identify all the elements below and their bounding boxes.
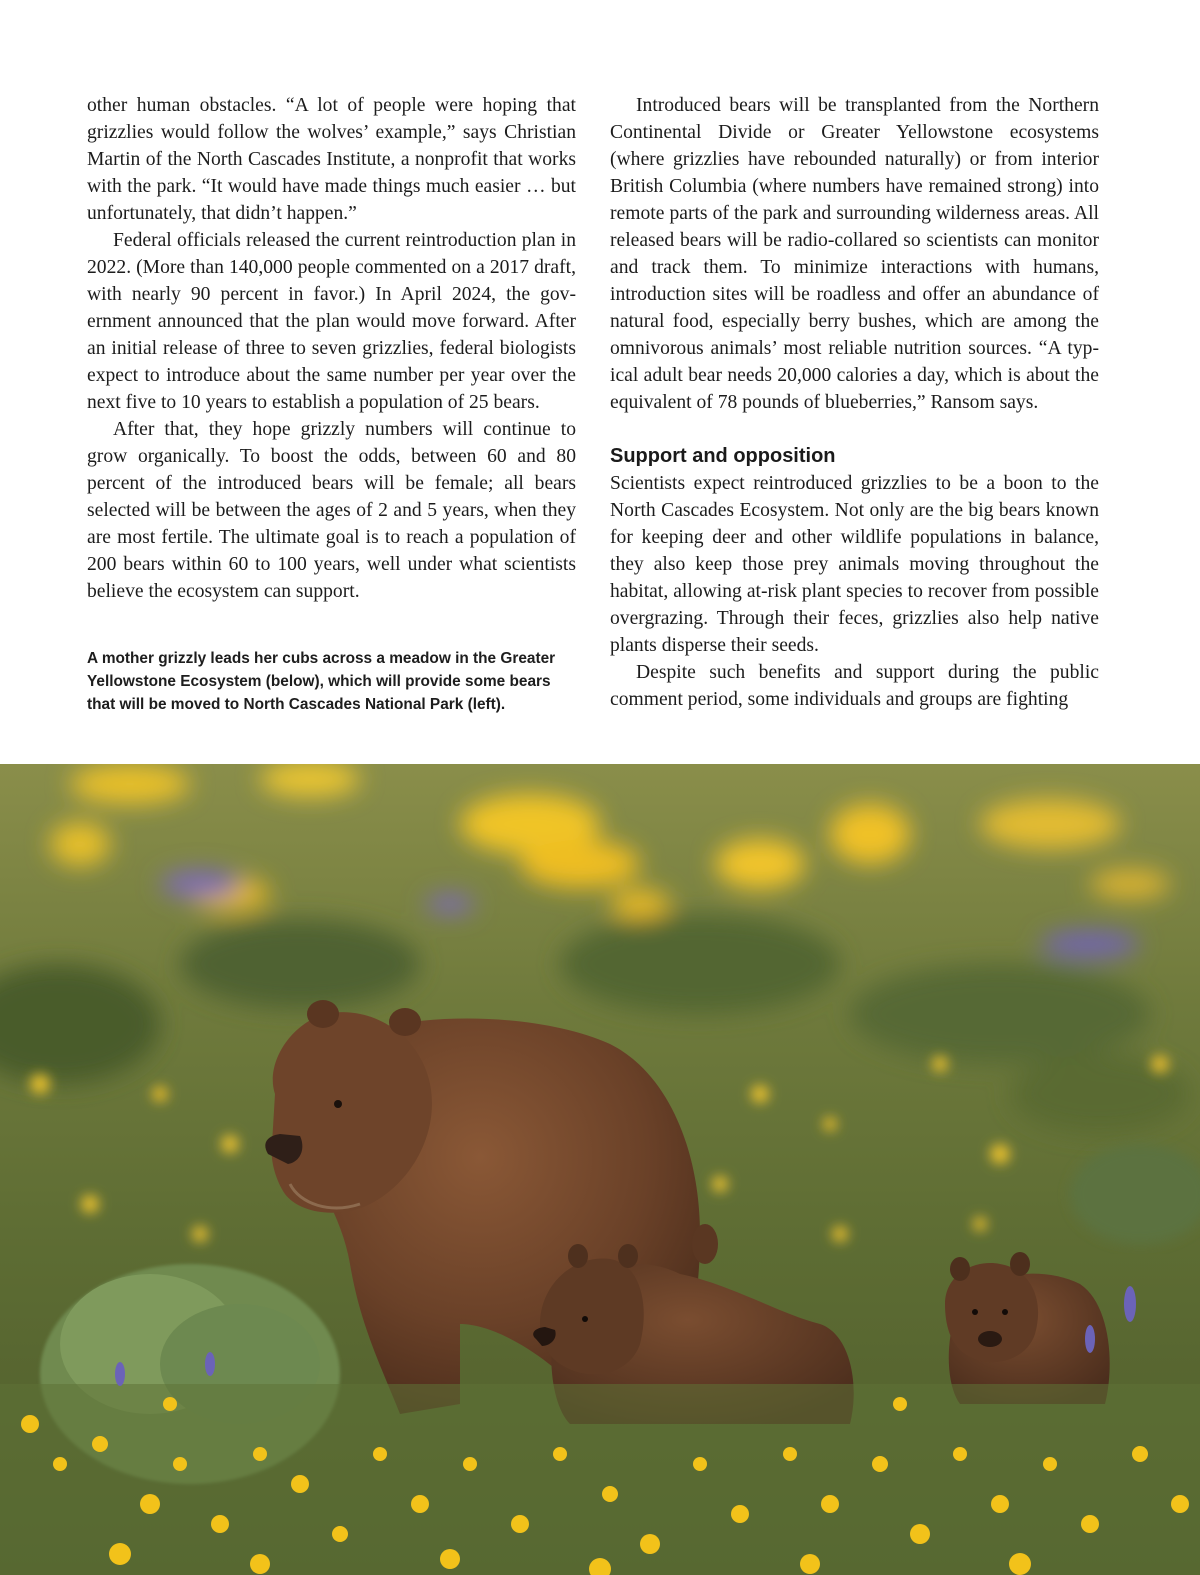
paragraph: After that, they hope grizzly numbers will continue to grow organically. To boost the odds, between 60 and 80 percent of the introduced bears will be female; all bears selected will be between the ages of 2 and 5 years, when they are most fertile. The ultimate goal is to reach a population of 200 bears within 60 to 100 years, well under what scientists believe the ecosystem can support. (87, 419, 576, 602)
article-column-left (87, 92, 576, 605)
section-subhead: Support and opposition (610, 445, 836, 467)
photo-caption: A mother grizzly leads her cubs across a meadow in the Greater Yellowstone Ecosystem (below), which will provide some bears that will be moved to North Cascades National Park (left). (87, 650, 556, 713)
article-column-right (610, 92, 1099, 713)
paragraph: Introduced bears will be transplanted from the Northern Continental Divide or Greater Yellowstone ecosystems (where grizzlies have rebounded naturally) or from interior British Columbia (where numbers have remained strong) into remote parts of the park and surrounding wilderness areas. All released bears will be radio-collared so scientists can monitor and track them. To minimize interactions with humans, introduction sites will be roadless and offer an abundance of natural food, especially berry bushes, which are among the omnivorous animals’ most reliable nutrition sources. “A typical adult bear needs 20,000 calories a day, which is about the equivalent of 78 pounds of blueberries,” Ransom says. (610, 95, 1099, 413)
paragraph: Federal officials released the current reintroduction plan in 2022. (More than 140,000 people commented on a 2017 draft, with nearly 90 percent in favor.) In April 2024, the government announced that the plan would move forward. After an initial release of three to seven grizzlies, federal biologists expect to introduce about the same number per year over the next five to 10 years to establish a population of 25 bears. (87, 230, 576, 413)
grizzly-meadow-photo (0, 764, 1200, 1575)
paragraph: Despite such benefits and support during the public comment period, some individuals and groups are fighting (610, 662, 1099, 710)
paragraph: Scientists expect reintroduced grizzlies to be a boon to the North Cascades Ecosystem. Not only are the big bears known for keeping deer and other wildlife populations in balance, they also keep those prey animals moving throughout the habitat, allowing at-risk plant species to recover from possible overgrazing. Through their feces, grizzlies also help native plants disperse their seeds. (610, 473, 1099, 656)
paragraph: other human obstacles. “A lot of people were hoping that grizzlies would follow the wolves’ example,” says Christian Martin of the North Cascades Institute, a nonprofit that works with the park. “It would have made things much easier … but unfortunately, that didn’t happen.” (87, 95, 576, 224)
